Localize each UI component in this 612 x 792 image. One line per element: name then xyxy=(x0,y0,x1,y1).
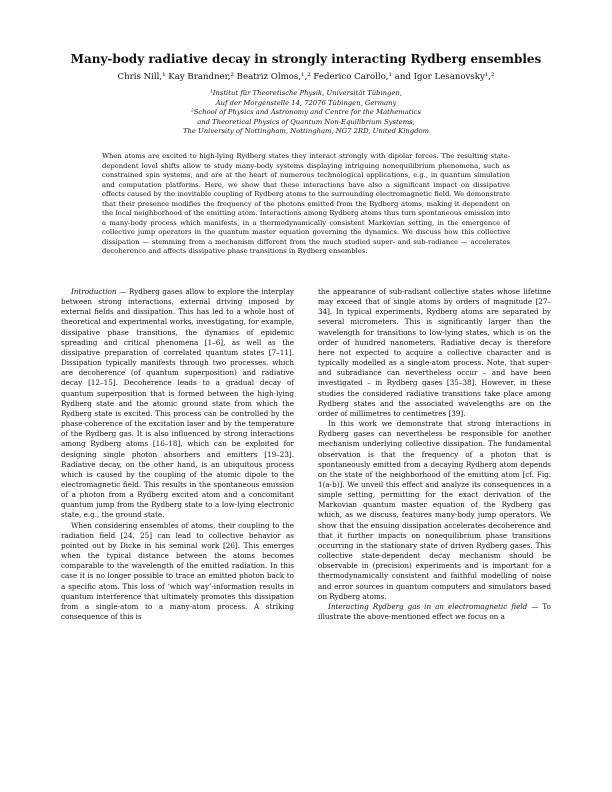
affiliation-2-line-2: and Theoretical Physics of Quantum Non-Equilibrium Systems, xyxy=(197,117,415,126)
affiliation-2 xyxy=(60,108,552,137)
paragraph-introduction xyxy=(61,287,294,521)
paragraph-text: — To illustrate the above-mentioned effect we focus on a xyxy=(318,601,551,621)
section-lead-interacting-rydberg: Interacting Rydberg gas in an electromagnetic field xyxy=(328,601,528,611)
affiliation-2-line-1: ²School of Physics and Astronomy and Centre for the Mathematics xyxy=(191,108,421,116)
body-column-left xyxy=(61,287,294,622)
affiliation-1 xyxy=(60,89,552,108)
paragraph: When considering ensembles of atoms, their coupling to the radiation field [24, 25] can lead to collective behavior as pointed out by Dicke in his seminal work [26]. This emerges when the typical distance between the atoms becomes comparable to the wavelength of the emitted radiation. In this case it is no longer possible to trace an emitted photon back to a specific atom. This loss of ‘which way’-information results in quantum interference that ultimately promotes this dissipation from a single-atom to a many-atom process. A striking consequence of this is xyxy=(61,520,294,621)
paragraph-text: — Rydberg gases allow to explore the interplay between strong interactions, external driving imposed by external fields and dissipation. This has led to a whole host of theoretical and experimental works, investigating, for example, dissipative phase transitions, the dynamics of epidemic spreading and critical phenomena [1–6], as well as the dissipative preparation of correlated quantum states [7–11]. Dissipation typically manifests through two processes, which are decoherence (of quantum superposition) and radiative decay [12–15]. Decoherence leads to a gradual decay of quantum superposition that is formed between the high-lying Rydberg state and the atomic ground state from which the Rydberg state is excited. This process can be controlled by the phase-coherence of the excitation laser and by the temperature of the Rydberg gas. It is also influenced by strong interactions among Rydberg atoms [16–18], which can be exploited for designing single photon absorbers and emitters [19–23]. Radiative decay, on the other hand, is an ubiquitous process which is caused by the coupling of the atomic dipole to the electromagnetic field. This results in the spontaneous emission of a photon from a Rydberg excited atom and a concomitant quantum jump from the Rydberg state to a low-lying electronic state, e.g., the ground state. xyxy=(61,287,294,520)
paragraph: In this work we demonstrate that strong interactions in Rydberg gases can nevertheless be responsible for another mechanism underlying collective dissipation. The fundamental observation is that the frequency of a photon that is spontaneously emitted from a decaying Rydberg atom depends on the state of the neighborhood of the emitting atom [cf. Fig. 1(a-b)]. We unveil this effect and analyze its consequences in a simple setting, permitting for the exact derivation of the Markovian quantum master equation of the Rydberg gas which, as we discuss, features many-body jump operators. We show that the ensuing dissipation accelerates decoherence and that it further impacts on nonequilibrium phase transitions occurring in the stationary state of driven Rydberg gases. This collective state-dependent decay mechanism should be observable in (precision) experiments and is important for a thermodynamically consistent and faithful modelling of noise and error sources in quantum computers and simulators based on Rydberg atoms. xyxy=(318,419,551,601)
section-lead-introduction: Introduction xyxy=(71,287,117,296)
affiliation-1-line-1: ¹Institut für Theoretische Physik, Universität Tübingen, xyxy=(210,89,402,97)
author-list: Chris Nill,¹ Kay Brandner,² Beatriz Olmos,¹,² Federico Carollo,¹ and Igor Lesanovsky¹,² xyxy=(117,72,495,82)
affiliation-1-line-2: Auf der Morgenstelle 14, 72076 Tübingen, Germany xyxy=(215,98,397,107)
abstract: When atoms are excited to high-lying Rydberg states they interact strongly with dipolar forces. The resulting state-dependent level shifts allow to study many-body systems displaying intriguing nonequilibrium phenomena, such as constrained spin systems, and are at the heart of numerous technological applications, e.g., in quantum simulation and computation platforms. Here, we show that these interactions have also a significant impact on dissipative effects caused by the inevitable coupling of Rydberg atoms to the surrounding electromagnetic field. We demonstrate that their presence modifies the frequency of the photons emitted from the Rydberg atoms, making it dependent on the local neighborhood of the emitting atom. Interactions among Rydberg atoms thus turn spontaneous emission into a many-body process which manifests, in a thermodynamically consistent Markovian setting, in the emergence of collective jump operators in the quantum master equation governing the dynamics. We discuss how this collective dissipation — stemming from a mechanism different from the much studied super- and sub-radiance — accelerates decoherence and affects dissipative phase transitions in Rydberg ensembles. xyxy=(102,152,510,255)
body-column-right xyxy=(318,287,551,622)
paragraph-continued: the appearance of sub-radiant collective states whose lifetime may exceed that of single atoms by orders of magnitude [27–34]. In typical experiments, Rydberg atoms are separated by several micrometers. This is significantly larger than the wavelength for transitions to low-lying states, which is on the order of hundred nanometers. Radiative decay is therefore here not expected to acquire a collective character and is typically modelled as a single-atom process. Note, that super- and subradiance can nevertheless occur – and have been investigated – in Rydberg gases [35–38]. However, in these studies the considered radiative transitions take place among Rydberg states and the associated wavelengths are on the order of millimetres to centimetres [39]. xyxy=(318,287,551,418)
affiliation-2-line-3: The University of Nottingham, Nottingham, NG7 2RD, United Kingdom xyxy=(182,127,430,135)
paragraph-interacting-rydberg xyxy=(318,602,551,622)
paper-title: Many-body radiative decay in strongly interacting Rydberg ensembles xyxy=(70,52,542,66)
